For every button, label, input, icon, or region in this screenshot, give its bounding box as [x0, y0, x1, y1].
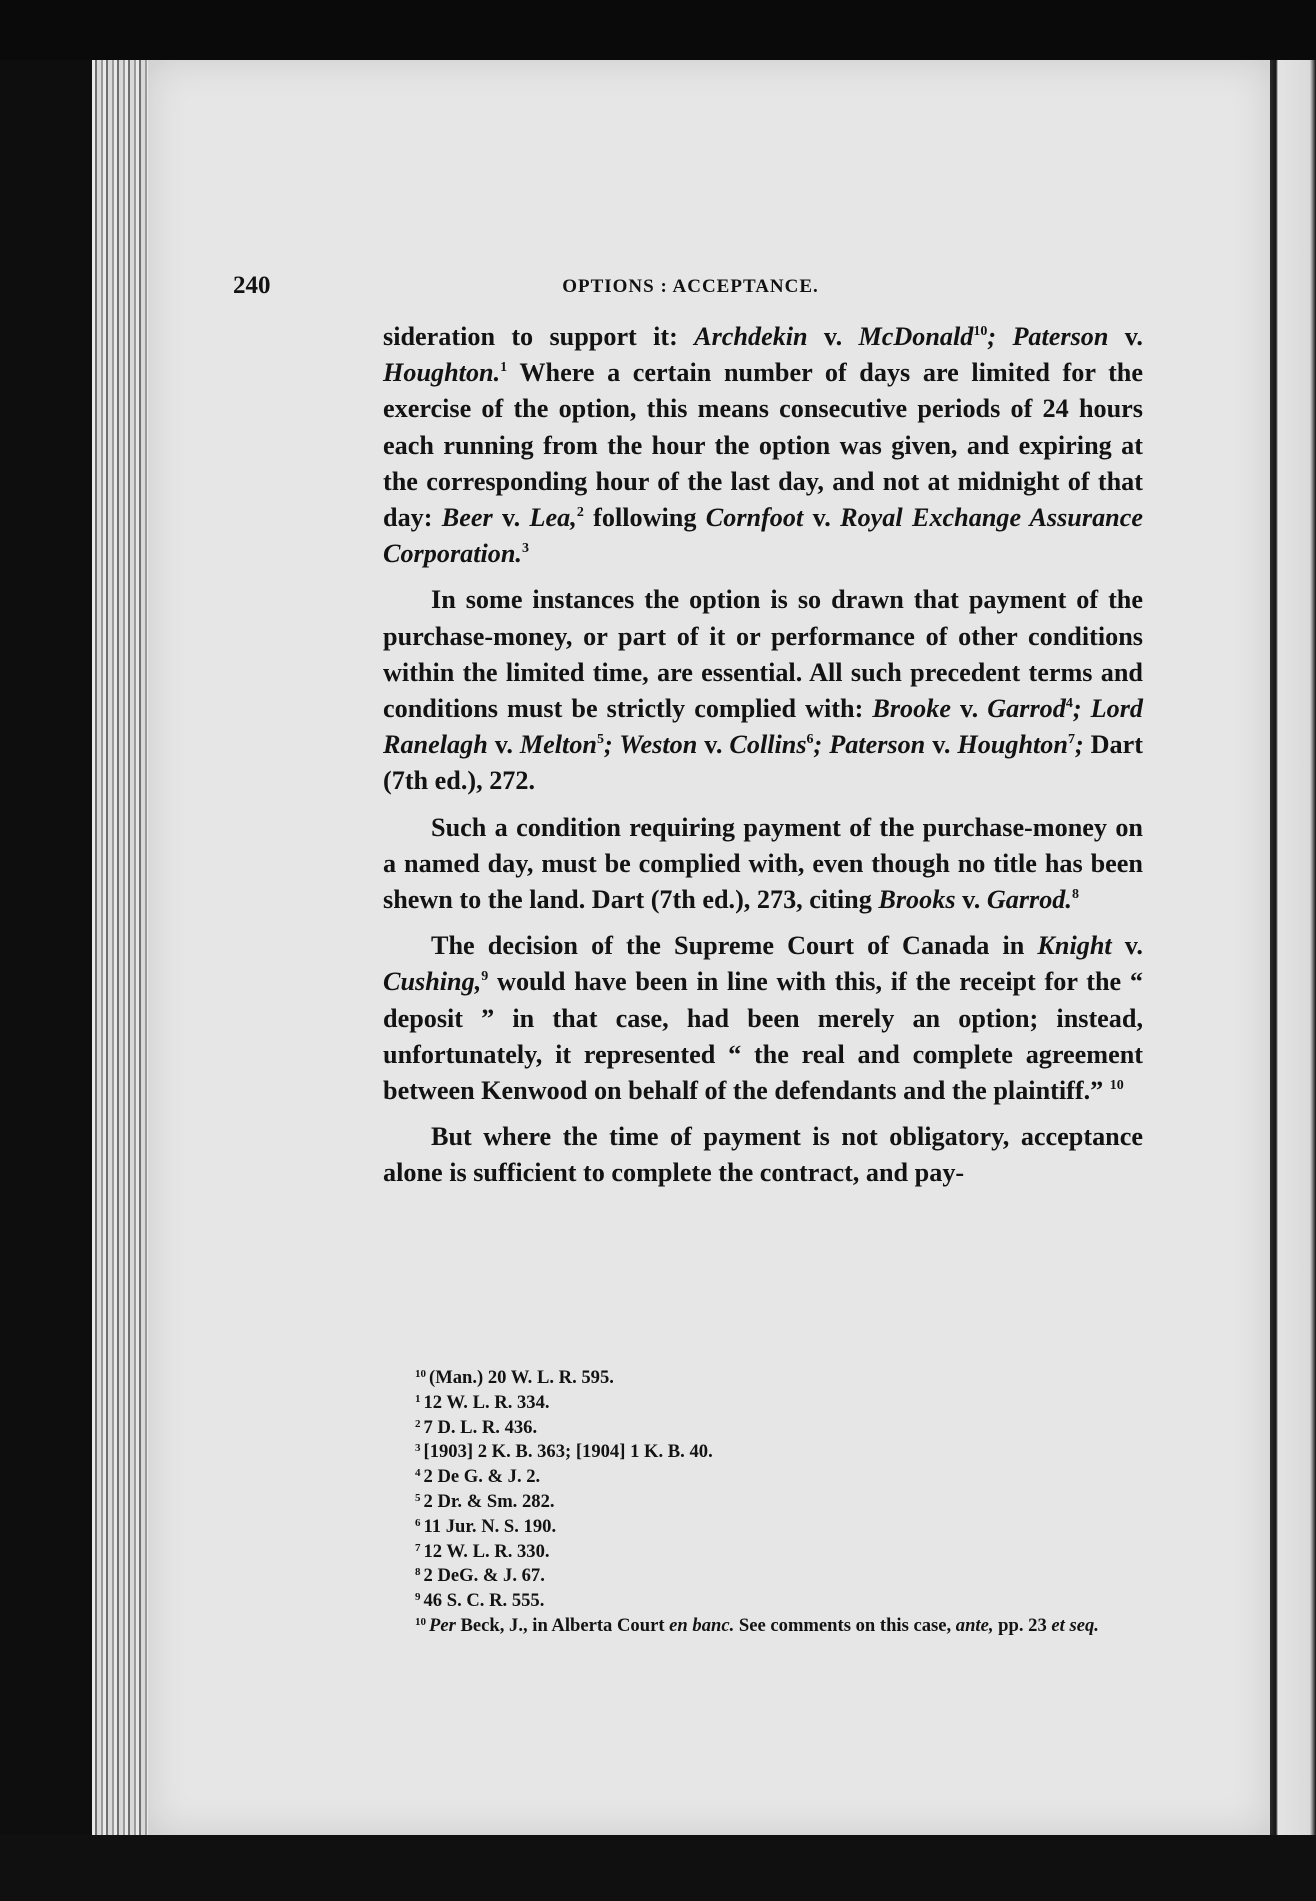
italic-text: Lord Ranelagh	[383, 694, 1144, 760]
italic-text: Houghton.	[383, 358, 501, 388]
footnote	[383, 1465, 1143, 1490]
page-number: 240	[233, 272, 271, 299]
italic-text: Knight	[1037, 931, 1112, 961]
footnote-text: [1903] 2 K. B. 363; [1904] 1 K. B. 40.	[423, 1441, 713, 1463]
italic-text: Brooke	[872, 694, 951, 724]
text-run: Such a condition requiring payment of the purchase-money on a named day, must be complied with, even though no title has been shewn to the land. Dart (7th ed.), 273, citing	[383, 812, 1143, 915]
italic-text: ;	[1072, 694, 1091, 724]
footnote	[383, 1366, 1143, 1391]
text-run: v.	[803, 503, 841, 533]
text-run: v.	[1111, 931, 1143, 961]
footnote-mark: 10	[415, 1615, 426, 1628]
footnote	[383, 1540, 1143, 1565]
footnote-mark: 8	[415, 1566, 421, 1579]
footnote-text: 2 De G. & J. 2.	[423, 1466, 541, 1488]
text-run: v.	[697, 730, 730, 760]
italic-text: Garrod.	[986, 885, 1072, 915]
italic-text: ;	[604, 730, 620, 760]
footnote-reference: 10	[973, 324, 988, 339]
footnote-reference: 9	[481, 969, 489, 985]
italic-text: ;	[987, 322, 1013, 351]
text-run: Dart (7th ed.), 272.	[383, 730, 1143, 796]
text-run: sideration to support it:	[383, 322, 695, 351]
text-run: pp. 23	[993, 1614, 1052, 1636]
running-head: OPTIONS : ACCEPTANCE.	[562, 276, 819, 297]
italic-text: Per	[429, 1614, 456, 1636]
footnotes	[383, 1366, 1143, 1639]
text-run: v.	[925, 730, 958, 760]
footnote-reference: 10	[1109, 1078, 1124, 1094]
italic-text: Lea,	[529, 503, 577, 533]
text-run: But where the time of payment is not obligatory, acceptance alone is sufficient to complete the contract, and pay-	[383, 1122, 1143, 1188]
footnote-reference: 5	[597, 732, 604, 748]
italic-text: Melton	[519, 730, 597, 760]
italic-text: McDonald	[858, 322, 974, 351]
footnote-text: 12 W. L. R. 334.	[423, 1391, 550, 1413]
footnote	[383, 1515, 1143, 1540]
text-run: would have been in line with this, if the receipt for the “ deposit ” in that case, had been merely an option; instead, unfortunately, it represented “ the real and complete agreement between Kenwood on behalf of the defendants and the plaintiff.”	[383, 967, 1143, 1106]
italic-text: ante,	[955, 1614, 994, 1636]
italic-text: ;	[813, 730, 830, 760]
footnote-reference: 7	[1067, 732, 1075, 748]
footnote-text: 2 Dr. & Sm. 282.	[423, 1490, 555, 1512]
footnote-mark: 2	[415, 1417, 421, 1430]
text-run: In some instances the option is so drawn that payment of the purchase-money, or part of it or performance of other conditions within the limited time, are essential. All such precedent terms and conditions must be strictly complied with:	[383, 585, 1143, 724]
footnote	[383, 1589, 1143, 1614]
paragraph	[383, 319, 1143, 572]
text-run: See comments on this case,	[734, 1614, 956, 1636]
page-header	[233, 272, 1148, 312]
footnote-mark: 9	[415, 1591, 421, 1604]
footnote-reference: 4	[1065, 696, 1073, 712]
footnote-mark: 3	[415, 1442, 421, 1455]
footnote-text: 2 DeG. & J. 67.	[423, 1565, 545, 1587]
footnote-reference: 3	[521, 541, 529, 557]
footnote-mark: 6	[415, 1516, 421, 1529]
italic-text: en banc.	[669, 1614, 735, 1636]
paragraph	[383, 1119, 1143, 1191]
italic-text: Paterson	[1012, 322, 1109, 351]
text-run: v.	[807, 322, 859, 351]
italic-text: Cushing,	[383, 967, 482, 997]
footnote-text: (Man.) 20 W. L. R. 595.	[429, 1367, 614, 1388]
footnote-mark: 1	[415, 1392, 421, 1405]
text-run: v.	[492, 503, 530, 533]
paragraph	[383, 810, 1143, 919]
facing-page-edge	[1270, 60, 1316, 1835]
italic-text: Beer	[441, 503, 493, 533]
footnote-reference: 8	[1071, 887, 1079, 903]
italic-text: Weston	[619, 730, 698, 760]
book-binding-edge	[92, 60, 152, 1835]
footnote-reference: 1	[500, 360, 508, 376]
text-run: v.	[955, 885, 987, 915]
text-run: v.	[487, 730, 520, 760]
italic-text: Cornfoot	[705, 503, 804, 533]
footnote-mark: 7	[415, 1541, 421, 1554]
text-run: Where a certain number of days are limited for the exercise of the option, this means consecutive periods of 24 hours each running from the hour the option was given, and expiring at the corresponding hour of the last day, and not at midnight of that day:	[383, 358, 1143, 533]
text-run: v.	[1108, 322, 1143, 351]
italic-text: et seq.	[1051, 1614, 1099, 1636]
footnote	[383, 1416, 1143, 1441]
scan-bottom-border	[0, 1835, 1316, 1901]
footnote-mark: 4	[415, 1467, 421, 1480]
text-run: Beck, J., in Alberta Court	[455, 1614, 670, 1636]
italic-text: Brooks	[878, 885, 956, 915]
footnote-text: 12 W. L. R. 330.	[423, 1540, 550, 1562]
paragraph	[383, 928, 1143, 1109]
text-run: The decision of the Supreme Court of Canada in	[431, 931, 1038, 961]
italic-text: Royal Exchange Assurance Corporation.	[383, 503, 1143, 569]
italic-text: Archdekin	[694, 322, 808, 351]
paragraph	[383, 582, 1143, 799]
footnote	[383, 1440, 1143, 1465]
footnote	[383, 1391, 1143, 1416]
footnote	[383, 1564, 1143, 1589]
body-text	[383, 319, 1143, 1202]
footnote-text: 11 Jur. N. S. 190.	[423, 1515, 557, 1537]
footnote-reference: 2	[576, 505, 584, 521]
footnote	[383, 1614, 1143, 1639]
footnote-mark: 10	[415, 1368, 426, 1380]
text-run: v.	[950, 694, 988, 724]
footnote	[383, 1490, 1143, 1515]
footnote-text: 46 S. C. R. 555.	[423, 1590, 545, 1612]
italic-text: Garrod	[987, 694, 1066, 724]
italic-text: Houghton	[957, 730, 1068, 760]
scan-top-border	[0, 0, 1316, 60]
italic-text: ;	[1074, 730, 1091, 760]
italic-text: Collins	[729, 730, 807, 760]
footnote-mark: 5	[415, 1491, 421, 1504]
footnote-text: 7 D. L. R. 436.	[423, 1416, 538, 1438]
footnote-reference: 6	[806, 732, 814, 748]
text-run: following	[583, 503, 706, 533]
italic-text: Paterson	[829, 730, 926, 760]
